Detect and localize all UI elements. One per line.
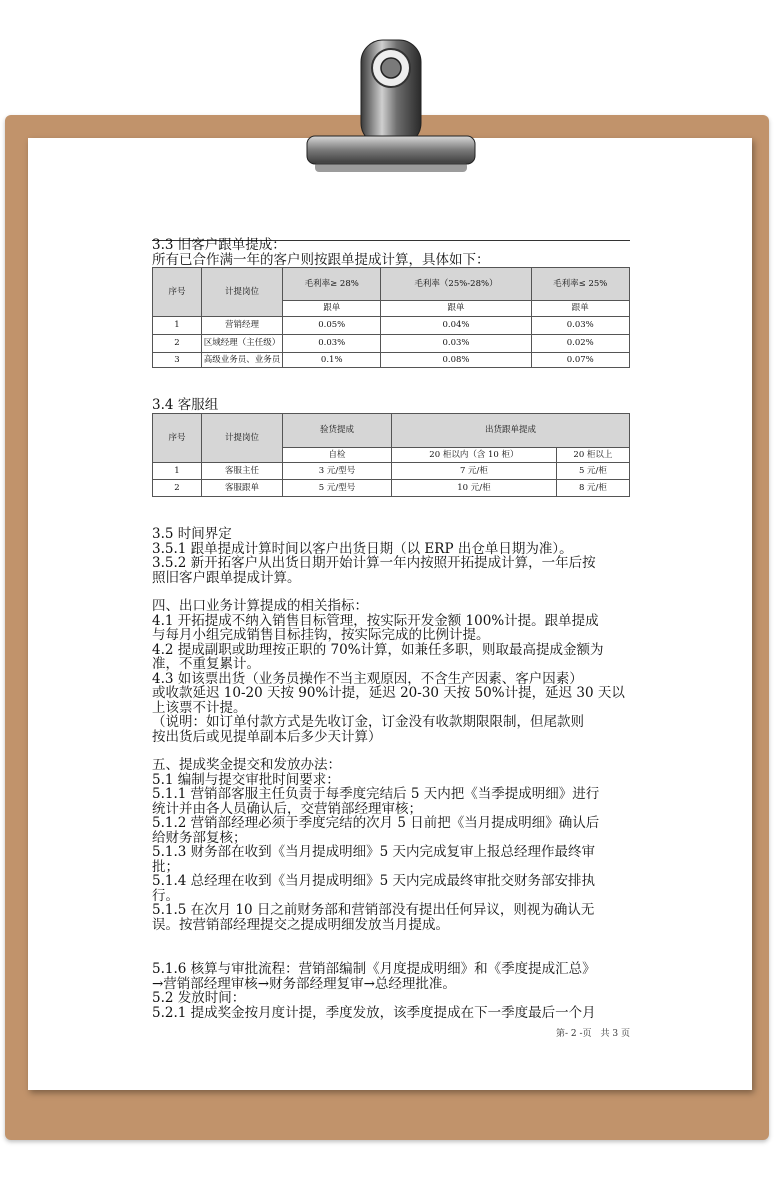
paragraph-line: 5.1.6 核算与审批流程：营销部编制《月度提成明细》和《季度提成汇总》 <box>152 961 596 977</box>
table-cell: 5 元/柜 <box>556 463 629 480</box>
table-cell: 0.03% <box>381 334 531 352</box>
paragraph-line: 行。 <box>152 887 179 904</box>
table-cell: 0.08% <box>381 352 531 368</box>
table-cell: 营销经理 <box>202 316 283 334</box>
table-cell: 0.1% <box>283 352 381 368</box>
table-cell: 0.05% <box>283 316 381 334</box>
table-cell: 2 <box>153 480 202 497</box>
section-3-3-title: 3.3 旧客户跟单提成： <box>152 237 286 253</box>
paragraph-line: 准，不重复累计。 <box>152 656 260 672</box>
paragraph-line: 5.1 编制与提交审批时间要求： <box>152 771 340 788</box>
paragraph-line: 统计并由各人员确认后，交营销部经理审核； <box>152 800 422 817</box>
paragraph-line: 按出货后或见提单副本后多少天计算） <box>152 728 382 745</box>
table-cell: 客服跟单 <box>202 480 283 497</box>
page-footer: 第- 2 -页 共 3 页 <box>556 1029 630 1039</box>
table-header-cell: 出货跟单提成 <box>392 413 630 447</box>
section-3-5-block <box>152 527 660 585</box>
table-cell: 0.04% <box>381 316 531 334</box>
paragraph-line: 误。按营销部经理提交之提成明细发放当月提成。 <box>152 916 449 933</box>
section-3-3-intro: 所有已合作满一年的客户则按跟单提成计算，具体如下： <box>152 251 490 268</box>
paragraph-line: 5.1.3 财务部在收到《当月提成明细》5 天内完成复审上报总经理作最终审 <box>152 844 596 860</box>
paragraph-line: 给财务部复核； <box>152 829 247 846</box>
paragraph-line: 3.5.1 跟单提成计算时间以客户出货日期（以 ERP 出仓单日期为准）。 <box>152 540 573 557</box>
paragraph-line: 5.2.1 提成奖金按月度计提，季度发放，该季度提成在下一季度最后一个月 <box>152 1004 596 1021</box>
section-4-block <box>152 599 660 744</box>
table-row <box>153 352 630 368</box>
table-row <box>153 316 630 334</box>
paragraph-line: 照旧客户跟单提成计算。 <box>152 569 301 586</box>
table-cell: 0.03% <box>531 316 629 334</box>
table-cell: 3 <box>153 352 202 368</box>
table-subheader-cell: 跟单 <box>283 301 381 317</box>
table-cell: 3 元/型号 <box>283 463 392 480</box>
section-5-block <box>152 758 660 932</box>
paragraph-line: （说明：如订单付款方式是先收订金，订金没有收款期限限制，但尾款则 <box>152 714 584 730</box>
paragraph-line: 四、出口业务计算提成的相关指标： <box>152 598 368 614</box>
table-header-cell: 计提岗位 <box>202 413 283 463</box>
document-page <box>28 138 752 1090</box>
table-header-cell: 毛利率（25%-28%） <box>381 268 531 301</box>
table-header-cell: 毛利率≤ 25% <box>531 268 629 301</box>
paragraph-line: 4.2 提成副职或助理按正职的 70%计算，如兼任多职，则取最高提成金额为 <box>152 641 604 658</box>
table-header-cell: 验货提成 <box>283 413 392 447</box>
table-header-cell: 序号 <box>153 413 202 463</box>
table-cell: 区域经理（主任级） <box>202 334 283 352</box>
paragraph-line: 五、提成奖金提交和发放办法： <box>152 757 341 773</box>
table-header-cell: 毛利率≥ 28% <box>283 268 381 301</box>
paragraph-line: 或收款延迟 10-20 天按 90%计提，延迟 20-30 天按 50%计提，延迟 30 天以 <box>152 685 625 701</box>
table-cell: 5 元/型号 <box>283 480 392 497</box>
table-cell: 0.07% <box>531 352 629 368</box>
table-subheader-cell: 20 柜以上 <box>556 447 629 463</box>
table-row <box>153 463 630 480</box>
paragraph-line: 批； <box>152 858 179 875</box>
table-cell: 客服主任 <box>202 463 283 480</box>
table-header-cell: 计提岗位 <box>202 268 283 317</box>
table-row <box>153 334 630 352</box>
paragraph-line: 与每月小组完成销售目标挂钩，按实际完成的比例计提。 <box>152 627 490 643</box>
binder-clip-icon <box>305 28 477 178</box>
table-cell: 1 <box>153 316 202 334</box>
paragraph-line: 5.1.5 在次月 10 日之前财务部和营销部没有提出任何异议，则视为确认无 <box>152 902 595 918</box>
paragraph-line: 5.2 发放时间： <box>152 990 246 1006</box>
paragraph-line: 4.1 开拓提成不纳入销售目标管理，按实际开发金额 100%计提。跟单提成 <box>152 612 599 629</box>
paragraph-line: →营销部经理审核→财务部经理复审→总经理批准。 <box>152 975 456 992</box>
table-cell: 0.03% <box>283 334 381 352</box>
table-old-customer-commission <box>152 267 630 368</box>
table-row <box>153 480 630 497</box>
paragraph-line: 4.3 如该票出货（业务员操作不当主观原因，不含生产因素、客户因素） <box>152 670 583 687</box>
paragraph-line: 3.5 时间界定 <box>152 526 232 542</box>
table-cell: 高级业务员、业务员 <box>202 352 283 368</box>
page-content <box>152 238 660 1020</box>
table-cell: 1 <box>153 463 202 480</box>
paragraph-line: 5.1.4 总经理在收到《当月提成明细》5 天内完成最终审批交财务部安排执 <box>152 873 596 889</box>
table-subheader-cell: 自检 <box>283 447 392 463</box>
table-cell: 10 元/柜 <box>392 480 557 497</box>
table-subheader-cell: 跟单 <box>381 301 531 317</box>
table-subheader-cell: 跟单 <box>531 301 629 317</box>
table-header-cell: 序号 <box>153 268 202 317</box>
paragraph-line: 上该票不计提。 <box>152 699 247 716</box>
section-3-4-title: 3.4 客服组 <box>152 397 219 413</box>
paragraph-line: 3.5.2 新开拓客户从出货日期开始计算一年内按照开拓提成计算，一年后按 <box>152 555 596 571</box>
table-customer-service-commission <box>152 413 630 498</box>
table-cell: 0.02% <box>531 334 629 352</box>
section-5-1-6-block <box>152 962 660 1020</box>
table-cell: 2 <box>153 334 202 352</box>
table-cell: 8 元/柜 <box>556 480 629 497</box>
table-subheader-cell: 20 柜以内（含 10 柜） <box>392 447 557 463</box>
paragraph-line: 5.1.2 营销部经理必须于季度完结的次月 5 日前把《当月提成明细》确认后 <box>152 815 600 831</box>
paragraph-line: 5.1.1 营销部客服主任负责于每季度完结后 5 天内把《当季提成明细》进行 <box>152 786 600 802</box>
table-cell: 7 元/柜 <box>392 463 557 480</box>
